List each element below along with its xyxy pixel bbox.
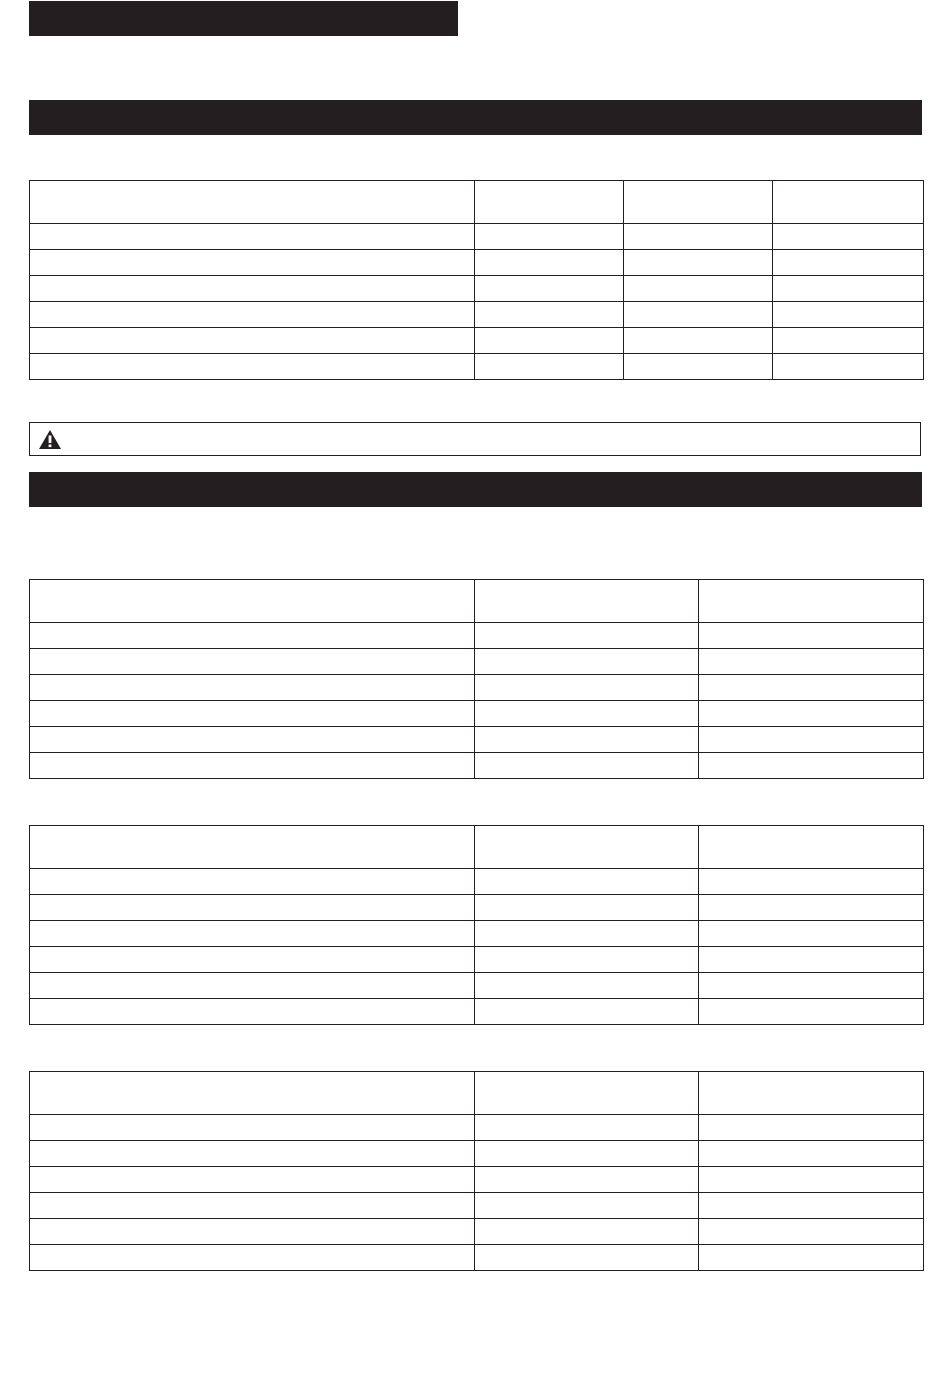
header-cell [30, 181, 475, 224]
table-cell [699, 753, 924, 779]
table-header-row [30, 826, 924, 869]
table-cell [475, 354, 624, 380]
table-cell [773, 328, 924, 354]
table-cell [30, 727, 475, 753]
header-cell [475, 580, 699, 623]
table-cell [30, 947, 475, 973]
table-cell [624, 276, 773, 302]
table-cell [475, 973, 699, 999]
table-cell [475, 1193, 699, 1219]
table-row [30, 1167, 924, 1193]
table-cell [30, 1219, 475, 1245]
table-row [30, 1141, 924, 1167]
header-cell [699, 826, 924, 869]
table-cell [624, 328, 773, 354]
table-row [30, 276, 924, 302]
table-cell [699, 947, 924, 973]
table-cell [30, 675, 475, 701]
table-cell [624, 354, 773, 380]
section-heading-bar [29, 472, 922, 507]
table-row [30, 623, 924, 649]
table-cell [699, 1193, 924, 1219]
table-cell [475, 250, 624, 276]
table-row [30, 328, 924, 354]
table-row [30, 1219, 924, 1245]
table-row [30, 1115, 924, 1141]
table-cell [699, 649, 924, 675]
table-row [30, 250, 924, 276]
table-cell [475, 895, 699, 921]
table-cell [30, 973, 475, 999]
table-cell [30, 1141, 475, 1167]
table-cell [699, 1115, 924, 1141]
table-cell [475, 276, 624, 302]
warning-triangle-icon [38, 429, 62, 450]
table-cell [30, 1245, 475, 1271]
table-cell [624, 224, 773, 250]
table-row [30, 302, 924, 328]
table-row [30, 649, 924, 675]
table-row [30, 753, 924, 779]
table-cell [475, 328, 624, 354]
table-cell [699, 675, 924, 701]
table-cell [30, 649, 475, 675]
warning-box [29, 422, 921, 456]
table-row [30, 701, 924, 727]
table-cell [699, 1141, 924, 1167]
table-cell [30, 753, 475, 779]
table-header-row [30, 1072, 924, 1115]
table-row [30, 921, 924, 947]
table-cell [30, 354, 475, 380]
table-cell [699, 895, 924, 921]
table-cell [30, 623, 475, 649]
header-cell [699, 1072, 924, 1115]
table-cell [30, 701, 475, 727]
section-heading-bar [29, 100, 922, 135]
table-cell [30, 224, 475, 250]
header-cell [475, 181, 624, 224]
table-row [30, 973, 924, 999]
table-cell [699, 1219, 924, 1245]
data-table [29, 1071, 924, 1271]
table-row [30, 1245, 924, 1271]
table-row [30, 869, 924, 895]
table-header-row [30, 181, 924, 224]
table-cell [773, 224, 924, 250]
table-cell [30, 999, 475, 1025]
table-cell [773, 276, 924, 302]
table-cell [475, 675, 699, 701]
table-cell [30, 895, 475, 921]
table-cell [475, 623, 699, 649]
table-row [30, 1193, 924, 1219]
table-cell [30, 1115, 475, 1141]
table-cell [475, 869, 699, 895]
table-cell [30, 869, 475, 895]
table-cell [699, 921, 924, 947]
table-cell [624, 250, 773, 276]
table-cell [773, 250, 924, 276]
table-cell [475, 1245, 699, 1271]
table-cell [475, 1167, 699, 1193]
table-cell [699, 623, 924, 649]
page-title-bar [29, 1, 458, 36]
table-header-row [30, 580, 924, 623]
table-row [30, 727, 924, 753]
table-cell [475, 649, 699, 675]
data-table [29, 825, 924, 1025]
table-cell [475, 224, 624, 250]
table-cell [30, 921, 475, 947]
table-cell [30, 250, 475, 276]
table-cell [475, 727, 699, 753]
table-cell [699, 701, 924, 727]
table-row [30, 999, 924, 1025]
header-cell [475, 826, 699, 869]
table-cell [475, 921, 699, 947]
table-cell [475, 701, 699, 727]
table-cell [475, 1115, 699, 1141]
table-cell [475, 947, 699, 973]
table-row [30, 947, 924, 973]
table-cell [475, 999, 699, 1025]
header-cell [773, 181, 924, 224]
data-table [29, 579, 924, 779]
table-cell [30, 276, 475, 302]
table-cell [475, 1219, 699, 1245]
table-row [30, 675, 924, 701]
header-cell [30, 826, 475, 869]
table-cell [773, 354, 924, 380]
table-cell [475, 753, 699, 779]
table-row [30, 895, 924, 921]
table-cell [773, 302, 924, 328]
table-cell [699, 869, 924, 895]
table-cell [475, 302, 624, 328]
specifications-table [29, 180, 924, 380]
table-cell [699, 1167, 924, 1193]
table-cell [30, 302, 475, 328]
table-row [30, 354, 924, 380]
table-row [30, 224, 924, 250]
table-cell [699, 1245, 924, 1271]
table-cell [699, 973, 924, 999]
header-cell [30, 1072, 475, 1115]
table-cell [699, 727, 924, 753]
header-cell [475, 1072, 699, 1115]
table-cell [30, 1167, 475, 1193]
header-cell [30, 580, 475, 623]
header-cell [699, 580, 924, 623]
table-cell [30, 328, 475, 354]
table-cell [624, 302, 773, 328]
table-cell [475, 1141, 699, 1167]
table-cell [30, 1193, 475, 1219]
table-cell [699, 999, 924, 1025]
header-cell [624, 181, 773, 224]
